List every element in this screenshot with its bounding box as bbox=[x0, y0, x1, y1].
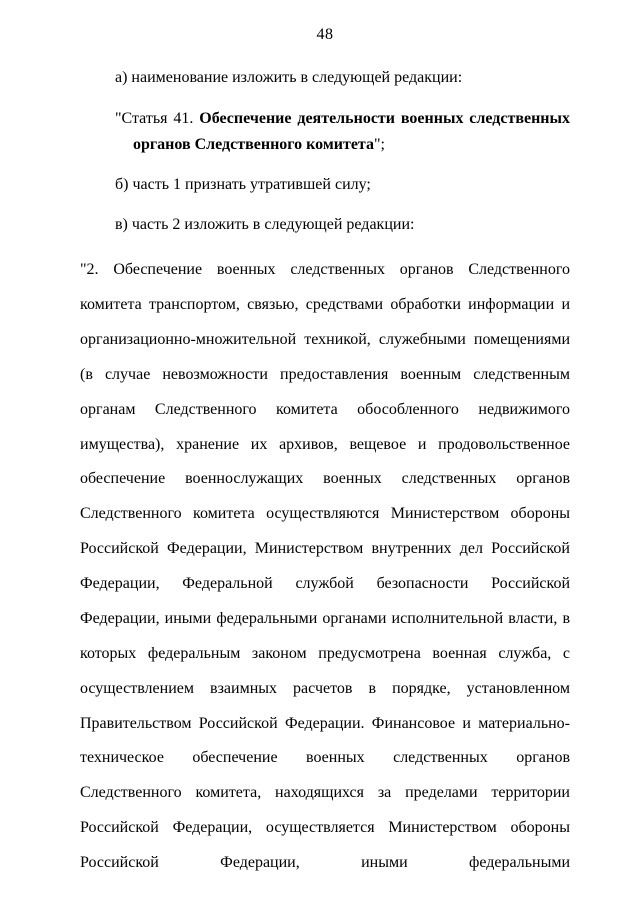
clause-v: в) часть 2 изложить в следующей редакции: bbox=[115, 216, 415, 234]
page-number: 48 bbox=[316, 26, 334, 43]
clause-b: б) часть 1 признать утратившей силу; bbox=[115, 176, 371, 194]
article-41-heading bbox=[80, 106, 570, 157]
body-paragraph-part-2: "2. Обеспечение военных следственных органов Следственного комитета транспортом, связью, средствами обработки информации и организационно-множительной техникой, служебными помещениями (в случае невозможности предоставления военным следственным органам Следственного комитета обособленного недвижимого имущества), хранение их архивов, вещевое и продовольственное обеспечение военнослужащих военных следственных органов Следственного комитета осуществляются Министерством обороны Российской Федерации, Министерством внутренних дел Российской Федерации, Федеральной службой безопасности Российской Федерации, иными федеральными органами исполнительной власти, в которых федеральным законом предусмотрена военная служба, с осуществлением взаимных расчетов в порядке, установленном Правительством Российской Федерации. Финансовое и материально-техническое обеспечение военных следственных органов Следственного комитета, находящихся за пределами территории Российской Федерации, осуществляется Министерством обороны Российской Федерации, иными федеральными bbox=[80, 261, 570, 872]
article-quote-prefix: "Статья 41. bbox=[115, 110, 200, 127]
article-title-bold: Обеспечение деятельности военных следственных органов Следственного комитета bbox=[133, 110, 571, 153]
clause-a: а) наименование изложить в следующей редакции: bbox=[115, 69, 463, 86]
article-quote-suffix: "; bbox=[373, 135, 385, 153]
